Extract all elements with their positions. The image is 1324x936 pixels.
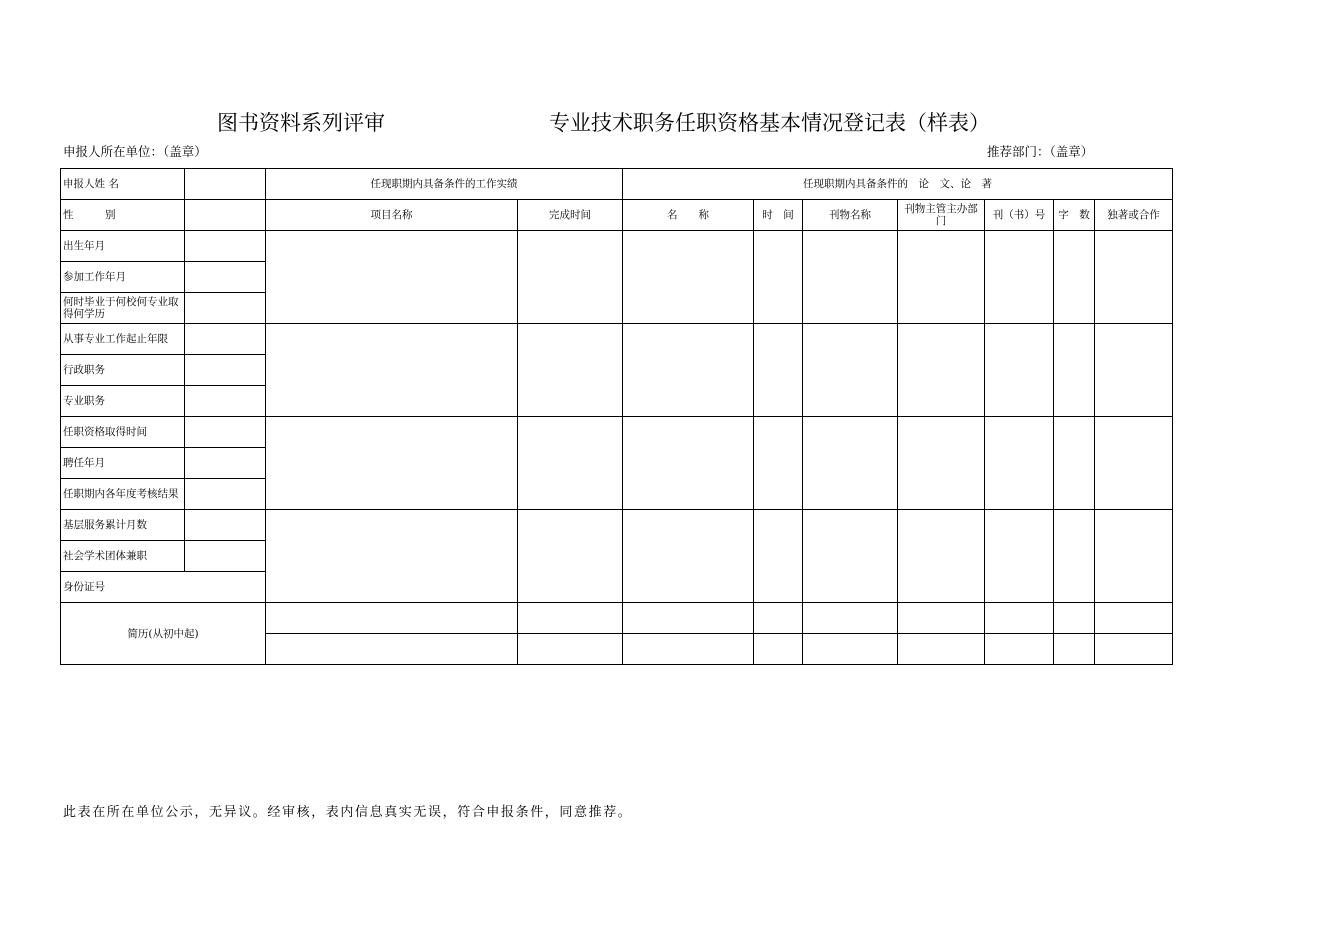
paper-cell[interactable]: [898, 634, 985, 665]
paper-cell[interactable]: [623, 231, 754, 324]
field-label-pro-post: 专业职务: [61, 386, 185, 417]
field-label-qualification-time: 任职资格取得时间: [61, 417, 185, 448]
paper-cell[interactable]: [1054, 510, 1095, 603]
field-value-work-years[interactable]: [185, 324, 266, 355]
work-cell[interactable]: [266, 634, 518, 665]
work-cell[interactable]: [518, 417, 623, 510]
paper-cell[interactable]: [623, 324, 754, 417]
work-cell[interactable]: [266, 231, 518, 324]
field-label-gender: 性 别: [61, 200, 185, 231]
resume-cell[interactable]: [61, 603, 266, 665]
paper-cell[interactable]: [898, 510, 985, 603]
field-value-gender[interactable]: [185, 200, 266, 231]
paper-section-header: 任现职期内具备条件的 论 文、论 著: [623, 169, 1173, 200]
col-project-name: 项目名称: [266, 200, 518, 231]
paper-cell[interactable]: [623, 510, 754, 603]
work-cell[interactable]: [266, 417, 518, 510]
field-label-work-start: 参加工作年月: [61, 262, 185, 293]
applicant-unit-label: 申报人所在单位：（盖章）: [63, 144, 207, 159]
work-cell[interactable]: [266, 603, 518, 634]
work-cell[interactable]: [518, 324, 623, 417]
field-value-assessment[interactable]: [185, 479, 266, 510]
paper-cell[interactable]: [1054, 634, 1095, 665]
field-label-id-number: 身份证号: [61, 572, 266, 603]
paper-cell[interactable]: [803, 231, 898, 324]
work-cell[interactable]: [518, 634, 623, 665]
col-time: 时 间: [754, 200, 803, 231]
paper-cell[interactable]: [623, 603, 754, 634]
paper-cell[interactable]: [985, 324, 1054, 417]
paper-cell[interactable]: [1095, 324, 1173, 417]
field-value-pro-post[interactable]: [185, 386, 266, 417]
field-value-qualification-time[interactable]: [185, 417, 266, 448]
paper-cell[interactable]: [623, 417, 754, 510]
field-label-name: 申报人姓 名: [61, 169, 185, 200]
work-cell[interactable]: [518, 510, 623, 603]
paper-cell[interactable]: [803, 510, 898, 603]
field-value-name[interactable]: [185, 169, 266, 200]
field-value-academic-society[interactable]: [185, 541, 266, 572]
field-value-birth[interactable]: [185, 231, 266, 262]
paper-cell[interactable]: [803, 324, 898, 417]
field-label-assessment: 任职期内各年度考核结果: [61, 479, 185, 510]
paper-cell[interactable]: [898, 603, 985, 634]
paper-cell[interactable]: [898, 324, 985, 417]
paper-cell[interactable]: [985, 510, 1054, 603]
paper-cell[interactable]: [898, 231, 985, 324]
registration-table: [60, 168, 1173, 665]
paper-cell[interactable]: [754, 634, 803, 665]
field-value-education[interactable]: [185, 293, 266, 324]
col-word-count: 字 数: [1054, 200, 1095, 231]
form-title-series: 图书资料系列评审: [217, 111, 385, 135]
paper-cell[interactable]: [803, 603, 898, 634]
paper-cell[interactable]: [803, 417, 898, 510]
work-cell[interactable]: [266, 510, 518, 603]
work-cell[interactable]: [518, 231, 623, 324]
paper-cell[interactable]: [1095, 231, 1173, 324]
paper-cell[interactable]: [985, 231, 1054, 324]
paper-cell[interactable]: [1095, 510, 1173, 603]
form-title-main: 专业技术职务任职资格基本情况登记表（样表）: [549, 111, 990, 135]
paper-cell[interactable]: [623, 634, 754, 665]
paper-cell[interactable]: [1054, 231, 1095, 324]
footer-statement: 此表在所在单位公示，无异议。经审核，表内信息真实无误，符合申报条件，同意推荐。: [63, 805, 633, 820]
paper-cell[interactable]: [754, 510, 803, 603]
paper-cell[interactable]: [754, 231, 803, 324]
recommend-department-label: 推荐部门：（盖章）: [987, 144, 1094, 159]
field-label-work-years: 从事专业工作起止年限: [61, 324, 185, 355]
paper-cell[interactable]: [1095, 417, 1173, 510]
paper-cell[interactable]: [898, 417, 985, 510]
field-label-appoint-date: 聘任年月: [61, 448, 185, 479]
field-label-admin-post: 行政职务: [61, 355, 185, 386]
paper-cell[interactable]: [985, 634, 1054, 665]
paper-cell[interactable]: [754, 417, 803, 510]
col-journal-number: 刊（书）号: [985, 200, 1054, 231]
col-authorship: 独著或合作: [1095, 200, 1173, 231]
col-journal-dept: 刊物主管主办部门: [898, 200, 985, 231]
paper-cell[interactable]: [754, 603, 803, 634]
paper-cell[interactable]: [1054, 324, 1095, 417]
paper-cell[interactable]: [754, 324, 803, 417]
work-section-header: 任现职期内具备条件的工作实绩: [266, 169, 623, 200]
paper-cell[interactable]: [1054, 417, 1095, 510]
col-journal-name: 刊物名称: [803, 200, 898, 231]
resume-label: 简历(从初中起): [127, 627, 199, 640]
field-label-academic-society: 社会学术团体兼职: [61, 541, 185, 572]
work-cell[interactable]: [518, 603, 623, 634]
paper-cell[interactable]: [1054, 603, 1095, 634]
paper-cell[interactable]: [1095, 603, 1173, 634]
field-value-admin-post[interactable]: [185, 355, 266, 386]
paper-cell[interactable]: [1095, 634, 1173, 665]
field-label-education: 何时毕业于何校何专业取得何学历: [61, 293, 185, 324]
work-cell[interactable]: [266, 324, 518, 417]
paper-cell[interactable]: [985, 417, 1054, 510]
field-value-grassroots-months[interactable]: [185, 510, 266, 541]
paper-cell[interactable]: [803, 634, 898, 665]
field-value-appoint-date[interactable]: [185, 448, 266, 479]
paper-cell[interactable]: [985, 603, 1054, 634]
col-paper-name: 名 称: [623, 200, 754, 231]
col-finish-time: 完成时间: [518, 200, 623, 231]
field-value-work-start[interactable]: [185, 262, 266, 293]
field-label-birth: 出生年月: [61, 231, 185, 262]
field-label-grassroots-months: 基层服务累计月数: [61, 510, 185, 541]
